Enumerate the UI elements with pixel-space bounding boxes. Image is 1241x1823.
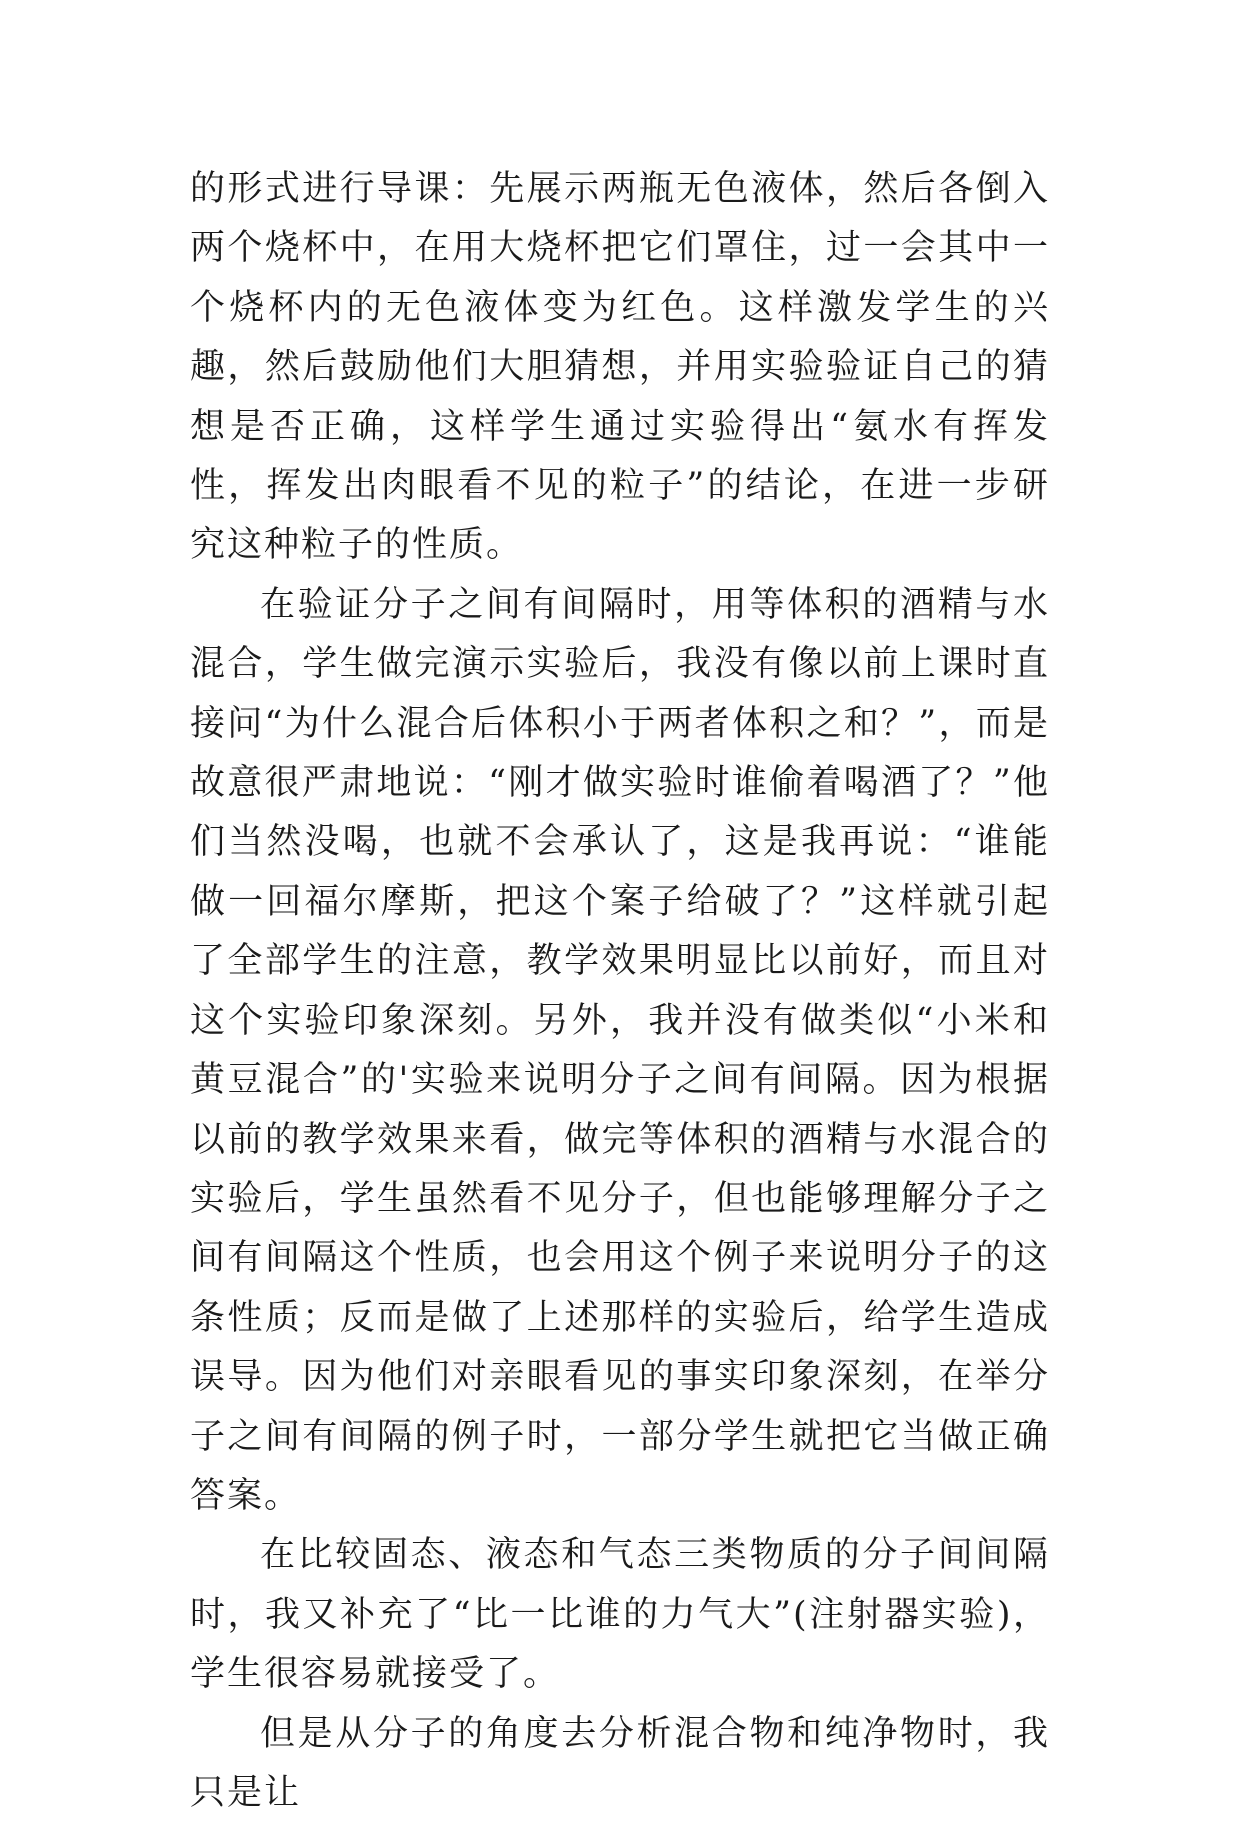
document-body bbox=[190, 160, 1050, 1823]
paragraph-3: 在比较固态、液态和气态三类物质的分子间间隔时，我又补充了“比一比谁的力气大”(注射器实验)，学生很容易就接受了。 bbox=[190, 1535, 1050, 1695]
paragraph-4: 但是从分子的角度去分析混合物和纯净物时，我只是让 bbox=[190, 1713, 1050, 1813]
paragraph-2: 在验证分子之间有间隔时，用等体积的酒精与水混合，学生做完演示实验后，我没有像以前上课时直接问“为什么混合后体积小于两者体积之和？”，而是故意很严肃地说：“刚才做实验时谁偷着喝酒了？”他们当然没喝，也就不会承认了，这是我再说：“谁能做一回福尔摩斯，把这个案子给破了？”这样就引起了全部学生的注意，教学效果明显比以前好，而且对这个实验印象深刻。另外，我并没有做类似“小米和黄豆混合”的'实验来说明分子之间有间隔。因为根据以前的教学效果来看，做完等体积的酒精与水混合的实验后，学生虽然看不见分子，但也能够理解分子之间有间隔这个性质，也会用这个例子来说明分子的这条性质；反而是做了上述那样的实验后，给学生造成误导。因为他们对亲眼看见的事实印象深刻，在举分子之间有间隔的例子时，一部分学生就把它当做正确答案。 bbox=[190, 584, 1050, 1516]
paragraph-1: 的形式进行导课：先展示两瓶无色液体，然后各倒入两个烧杯中，在用大烧杯把它们罩住，过一会其中一个烧杯内的无色液体变为红色。这样激发学生的兴趣，然后鼓励他们大胆猜想，并用实验验证自己的猜想是否正确，这样学生通过实验得出“氨水有挥发性，挥发出肉眼看不见的粒子”的结论，在进一步研究这种粒子的性质。 bbox=[190, 169, 1050, 566]
